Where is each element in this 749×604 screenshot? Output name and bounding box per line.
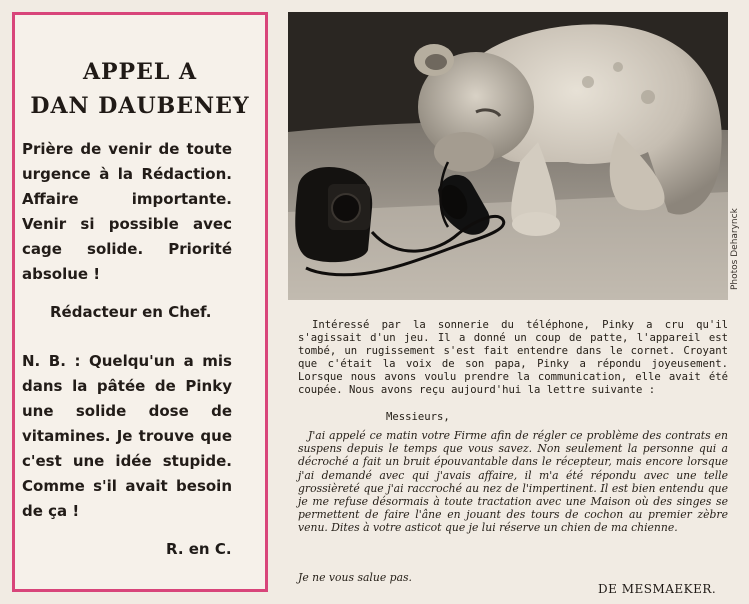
letter-signature: DE MESMAEKER. bbox=[598, 582, 717, 596]
caption-text: Intéressé par la sonnerie du téléphone, Pinky a cru qu'il s'agissait d'un jeu. Il a donné un coup de patte, l'appareil est tombé, un rugissement s'est fait entendre dans le cornet. Croyant que c'était la voix de son papa, Pinky a répondu joyeusement. Lorsque nous avons voulu prendre la communication, elle avait été coupée. Nous avons reçu aujourd'hui la lettre suivante : bbox=[298, 319, 728, 397]
appeal-title-line2: DAN DAUBENEY bbox=[30, 93, 250, 119]
photo-credit: Photos Deharynck bbox=[730, 208, 740, 290]
photo-caption bbox=[298, 319, 728, 398]
lion-cub-telephone-illustration bbox=[288, 12, 728, 300]
letter-body bbox=[298, 429, 728, 535]
appeal-note: N. B. : Quelqu'un a mis dans la pâtée de Pinky une solide dose de vitamines. Je trouve que c'est une idée stupide. Comme s'il avait besoin de ça ! bbox=[22, 352, 232, 520]
letter-greeting: Messieurs, bbox=[386, 411, 450, 423]
letter-body-text: J'ai appelé ce matin votre Firme afin de régler ce problème des contrats en suspens depuis le temps que vous savez. Non seulement la personne qui a décroché a fait un bruit épouvantable dans le récepteur, mais encore lorsque j'ai demandé avec qui j'avais affaire, il m'a été répondu avec une telle grossièreté que j'ai raccroché au nez de l'impertinent. Il est bien entendu que je me refuse désormais à toute tractation avec une Maison où des singes se permettent de faire l'âne en jouant des tours de cochon au premier zèbre venu. Dites à votre asticot que je lui réserve un chien de ma chienne. bbox=[298, 429, 728, 535]
appeal-title-line1: APPEL A bbox=[82, 59, 198, 85]
appeal-initials: R. en C. bbox=[166, 540, 232, 558]
appeal-signoff: Rédacteur en Chef. bbox=[50, 303, 212, 321]
lion-cub-photo bbox=[288, 12, 728, 300]
appeal-paragraph: Prière de venir de toute urgence à la Rédaction. Affaire importante. Venir si possible avec cage solide. Priorité absolue ! bbox=[22, 140, 232, 283]
letter-closing: Je ne vous salue pas. bbox=[298, 571, 412, 584]
